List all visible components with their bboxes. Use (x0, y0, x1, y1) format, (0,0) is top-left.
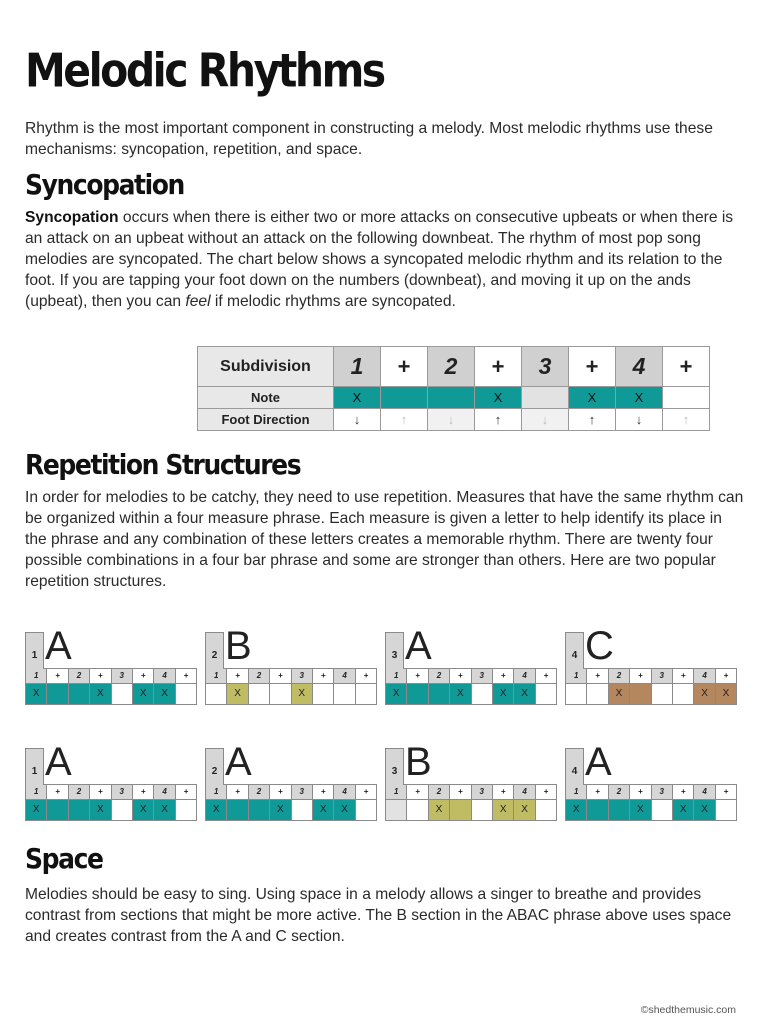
feel-emphasis: feel (185, 293, 211, 310)
count-cell: + (629, 668, 651, 684)
note-cell: X (89, 683, 111, 705)
measure (565, 626, 737, 705)
count-cell: 4 (153, 668, 175, 684)
count-cell: 2 (428, 668, 450, 684)
note-row (25, 799, 197, 821)
measure (205, 742, 377, 821)
note-cell: X (715, 683, 737, 705)
note-cell: X (616, 387, 663, 409)
note-row (385, 683, 557, 705)
count-cell: + (132, 668, 154, 684)
note-cell: X (492, 799, 514, 821)
measure-number: 1 (25, 632, 44, 669)
measure-number: 3 (385, 748, 404, 785)
subdivision-cell: 3 (522, 347, 569, 387)
measure (385, 742, 557, 821)
note-cell (46, 683, 68, 705)
subdivision-cell: + (381, 347, 428, 387)
count-cell: + (175, 784, 197, 800)
note-row (198, 387, 710, 409)
note-cell (291, 799, 313, 821)
count-cell: 1 (385, 784, 407, 800)
note-cell (672, 683, 694, 705)
count-row (385, 784, 557, 800)
measure-number: 1 (25, 748, 44, 785)
measure-letter: A (225, 740, 252, 784)
down-arrow-icon: ↓ (522, 409, 569, 431)
count-cell: 3 (291, 668, 313, 684)
count-row (565, 668, 737, 684)
note-cell: X (513, 799, 535, 821)
note-cell (355, 683, 377, 705)
measure-letter: A (45, 740, 72, 784)
down-arrow-icon: ↓ (334, 409, 381, 431)
count-cell: + (406, 784, 428, 800)
note-cell: X (608, 683, 630, 705)
note-cell (68, 683, 90, 705)
count-cell: 3 (651, 784, 673, 800)
syncopation-text-2: if melodic rhythms are syncopated. (210, 293, 456, 310)
note-cell: X (205, 799, 227, 821)
count-cell: + (535, 784, 557, 800)
count-cell: 2 (248, 784, 270, 800)
note-cell (651, 799, 673, 821)
count-cell: + (535, 668, 557, 684)
measure-header (565, 626, 737, 668)
note-cell (406, 799, 428, 821)
count-cell: 1 (205, 784, 227, 800)
space-heading: Space (25, 842, 103, 875)
count-cell: + (355, 668, 377, 684)
count-cell: + (715, 668, 737, 684)
count-cell: + (132, 784, 154, 800)
count-cell: + (406, 668, 428, 684)
note-cell: X (513, 683, 535, 705)
note-cell (535, 799, 557, 821)
count-cell: + (269, 668, 291, 684)
note-cell: X (25, 683, 47, 705)
measure-header (205, 626, 377, 668)
note-label: Note (198, 387, 334, 409)
note-cell: X (153, 683, 175, 705)
count-cell: + (449, 784, 471, 800)
note-cell (449, 799, 471, 821)
measure-number: 3 (385, 632, 404, 669)
note-cell (428, 387, 475, 409)
note-cell: X (226, 683, 248, 705)
count-cell: 2 (248, 668, 270, 684)
syncopation-text-1: occurs when there is either two or more attacks on consecutive upbeats or when there is an attack on an upbeat without an attack on the following downbeat. The rhythm of most pop song melodies are syncopated. The chart below shows a syncopated melodic rhythm and its relation to the foot. If you are tapping your foot down on the numbers (downbeat), and moving it up on the ands (upbeat), then you can (25, 209, 734, 310)
measure-letter: C (585, 624, 614, 668)
subdivision-cell: + (475, 347, 522, 387)
count-cell: 4 (513, 668, 535, 684)
subdivision-cell: + (569, 347, 616, 387)
note-cell (608, 799, 630, 821)
note-cell (111, 683, 133, 705)
note-row (25, 683, 197, 705)
space-paragraph: Melodies should be easy to sing. Using space in a melody allows a singer to breathe and provides contrast from sections that might be more active. The B section in the ABAC phrase above uses space and creates contrast from the A and C section. (25, 886, 732, 945)
note-cell (586, 683, 608, 705)
count-cell: 4 (333, 784, 355, 800)
syncopation-paragraph (25, 207, 745, 312)
count-cell: 4 (693, 668, 715, 684)
note-cell (205, 683, 227, 705)
measure-number: 2 (205, 632, 224, 669)
measure-letter: A (45, 624, 72, 668)
note-cell: X (672, 799, 694, 821)
note-cell: X (629, 799, 651, 821)
note-row (565, 683, 737, 705)
note-cell: X (312, 799, 334, 821)
count-cell: 2 (68, 668, 90, 684)
down-arrow-icon: ↓ (428, 409, 475, 431)
note-cell: X (25, 799, 47, 821)
note-cell: X (693, 799, 715, 821)
count-cell: 3 (651, 668, 673, 684)
count-cell: + (355, 784, 377, 800)
count-cell: + (492, 668, 514, 684)
count-cell: + (89, 784, 111, 800)
count-cell: 4 (153, 784, 175, 800)
count-cell: + (312, 784, 334, 800)
note-row (385, 799, 557, 821)
count-cell: + (89, 668, 111, 684)
count-cell: 3 (111, 784, 133, 800)
up-arrow-icon: ↑ (381, 409, 428, 431)
count-cell: + (226, 784, 248, 800)
count-cell: + (586, 784, 608, 800)
count-cell: 2 (68, 784, 90, 800)
note-cell (355, 799, 377, 821)
subdivision-cell: 2 (428, 347, 475, 387)
count-cell: 1 (565, 784, 587, 800)
subdivision-row (198, 347, 710, 387)
measure-header (565, 742, 737, 784)
count-cell: + (715, 784, 737, 800)
count-cell: + (46, 668, 68, 684)
note-cell (248, 683, 270, 705)
intro-paragraph: Rhythm is the most important component in constructing a melody. Most melodic rhythms use these mechanisms: syncopation, repetition, and space. (25, 120, 713, 158)
count-cell: + (492, 784, 514, 800)
count-cell: 1 (205, 668, 227, 684)
note-cell (651, 683, 673, 705)
up-arrow-icon: ↑ (475, 409, 522, 431)
measure (25, 742, 197, 821)
count-cell: + (672, 784, 694, 800)
syncopation-heading: Syncopation (25, 168, 184, 201)
note-cell (586, 799, 608, 821)
note-row (205, 799, 377, 821)
repetition-paragraph: In order for melodies to be catchy, they need to use repetition. Measures that have the same rhythm can be organized within a four measure phrase. Each measure is given a letter to help identify its place in the phrase and any combination of these letters creates a memorable rhythm. There are twenty four possible combinations in a four bar phrase and some are stronger than others. Here are two popular repetition structures. (25, 489, 744, 590)
note-cell: X (269, 799, 291, 821)
note-cell (248, 799, 270, 821)
count-cell: 4 (333, 668, 355, 684)
measure-header (25, 626, 197, 668)
up-arrow-icon: ↑ (663, 409, 710, 431)
note-cell: X (449, 683, 471, 705)
count-cell: 1 (25, 668, 47, 684)
count-row (565, 784, 737, 800)
syncopation-table (197, 346, 710, 431)
note-cell (175, 683, 197, 705)
note-cell: X (565, 799, 587, 821)
note-cell: X (475, 387, 522, 409)
foot-direction-row (198, 409, 710, 431)
note-cell (471, 799, 493, 821)
count-cell: 4 (513, 784, 535, 800)
subdivision-cell: + (663, 347, 710, 387)
note-cell (175, 799, 197, 821)
measure-header (205, 742, 377, 784)
note-cell (565, 683, 587, 705)
note-cell (406, 683, 428, 705)
count-cell: + (312, 668, 334, 684)
measure-header (25, 742, 197, 784)
note-row (565, 799, 737, 821)
syncopation-term: Syncopation (25, 209, 119, 226)
note-cell (68, 799, 90, 821)
note-cell: X (428, 799, 450, 821)
note-cell (715, 799, 737, 821)
count-row (205, 784, 377, 800)
note-cell (333, 683, 355, 705)
measure-number: 4 (565, 748, 584, 785)
count-cell: 1 (25, 784, 47, 800)
count-cell: 2 (608, 668, 630, 684)
count-cell: + (269, 784, 291, 800)
count-row (25, 784, 197, 800)
measure (205, 626, 377, 705)
subdivision-label: Subdivision (198, 347, 334, 387)
note-cell (111, 799, 133, 821)
measure (25, 626, 197, 705)
note-cell: X (492, 683, 514, 705)
count-cell: 3 (471, 668, 493, 684)
measure-number: 4 (565, 632, 584, 669)
count-row (205, 668, 377, 684)
count-cell: + (175, 668, 197, 684)
count-cell: 3 (291, 784, 313, 800)
count-cell: 3 (471, 784, 493, 800)
count-cell: 1 (385, 668, 407, 684)
subdivision-cell: 4 (616, 347, 663, 387)
measure (565, 742, 737, 821)
count-cell: 4 (693, 784, 715, 800)
note-cell (428, 683, 450, 705)
count-cell: + (226, 668, 248, 684)
note-cell: X (132, 799, 154, 821)
measure (385, 626, 557, 705)
copyright-footer: ©shedthemusic.com (640, 1004, 736, 1016)
note-cell (46, 799, 68, 821)
measure-letter: B (225, 624, 252, 668)
measure-letter: A (585, 740, 612, 784)
count-row (385, 668, 557, 684)
count-cell: + (46, 784, 68, 800)
note-cell (522, 387, 569, 409)
count-cell: + (672, 668, 694, 684)
note-cell (312, 683, 334, 705)
note-cell: X (89, 799, 111, 821)
count-cell: 2 (428, 784, 450, 800)
measure-number: 2 (205, 748, 224, 785)
note-cell: X (153, 799, 175, 821)
note-cell: X (291, 683, 313, 705)
measure-letter: A (405, 624, 432, 668)
page-title: Melodic Rhythms (25, 44, 384, 98)
count-cell: + (586, 668, 608, 684)
note-cell: X (385, 683, 407, 705)
note-cell: X (333, 799, 355, 821)
up-arrow-icon: ↑ (569, 409, 616, 431)
note-row (205, 683, 377, 705)
measure-header (385, 626, 557, 668)
measure-header (385, 742, 557, 784)
note-cell (471, 683, 493, 705)
note-cell: X (334, 387, 381, 409)
note-cell (226, 799, 248, 821)
count-row (25, 668, 197, 684)
measure-letter: B (405, 740, 432, 784)
down-arrow-icon: ↓ (616, 409, 663, 431)
count-cell: 3 (111, 668, 133, 684)
note-cell (535, 683, 557, 705)
note-cell: X (693, 683, 715, 705)
count-cell: 2 (608, 784, 630, 800)
note-cell (663, 387, 710, 409)
note-cell (385, 799, 407, 821)
note-cell (381, 387, 428, 409)
note-cell (629, 683, 651, 705)
repetition-heading: Repetition Structures (25, 448, 301, 481)
note-cell: X (132, 683, 154, 705)
subdivision-cell: 1 (334, 347, 381, 387)
count-cell: + (629, 784, 651, 800)
foot-direction-label: Foot Direction (198, 409, 334, 431)
note-cell (269, 683, 291, 705)
note-cell: X (569, 387, 616, 409)
count-cell: + (449, 668, 471, 684)
count-cell: 1 (565, 668, 587, 684)
